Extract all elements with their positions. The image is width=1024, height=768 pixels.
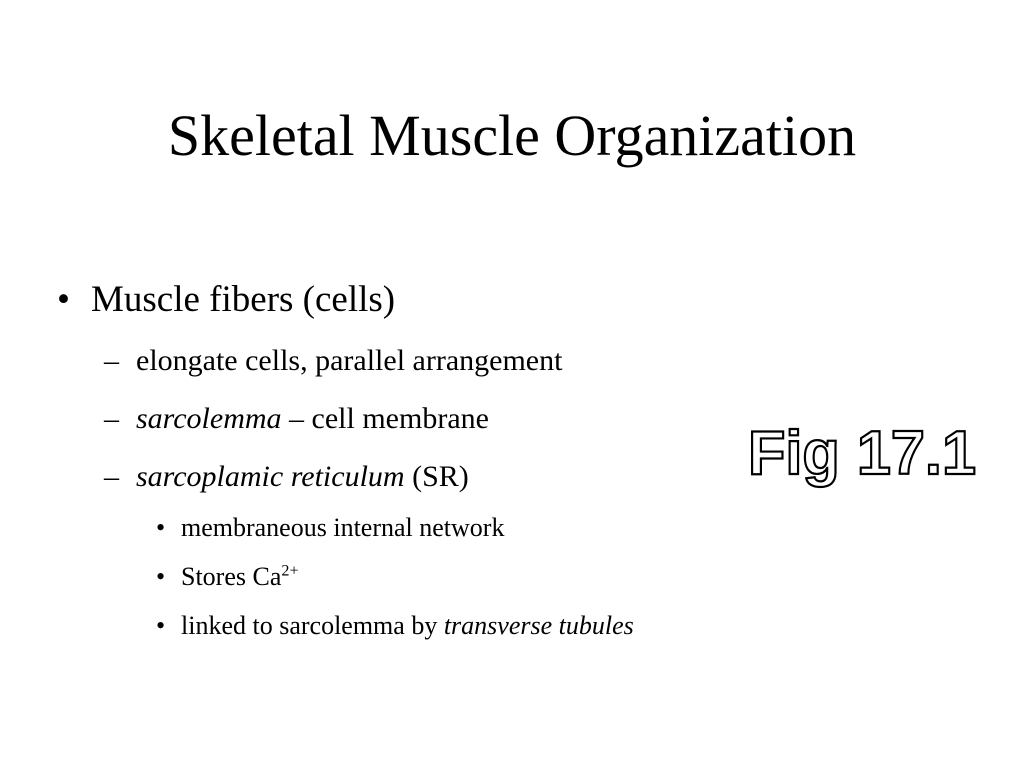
bullet-marker: • — [57, 279, 70, 320]
small-bullet-marker: • — [156, 611, 166, 640]
dash-marker: – — [104, 344, 119, 377]
small-bullet-marker: • — [156, 562, 166, 591]
figure-label — [744, 414, 980, 494]
term-sarcolemma: sarcolemma — [136, 402, 282, 435]
sub-item-text: – cell membrane — [281, 402, 489, 435]
sub-item-text: (SR) — [404, 460, 469, 493]
slide-title: Skeletal Muscle Organization — [167, 103, 857, 168]
term-sarcoplamic-reticulum: sarcoplamic reticulum — [136, 460, 405, 493]
subsub-item-text: linked to sarcolemma by — [181, 611, 444, 640]
figure-label-text: Fig 17.1 — [748, 419, 976, 488]
dash-marker: – — [104, 402, 119, 435]
subsub-item-text: Stores Ca — [181, 562, 282, 591]
subsub-item-text: membraneous internal network — [181, 513, 505, 542]
term-transverse-tubules: transverse tubules — [443, 611, 634, 640]
small-bullet-marker: • — [156, 513, 166, 542]
bullet-text: Muscle fibers (cells) — [91, 279, 396, 320]
dash-marker: – — [104, 460, 119, 493]
sub-item-text: elongate cells, parallel arrangement — [136, 344, 563, 377]
superscript-charge: 2+ — [281, 562, 299, 580]
